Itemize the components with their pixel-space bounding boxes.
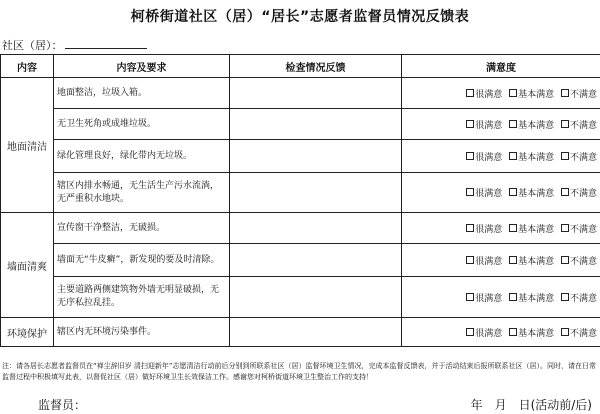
feedback-table — [0, 54, 600, 347]
requirement-cell: 地面整洁，垃圾入箱。 — [54, 78, 230, 109]
community-label: 社区（居）： — [2, 39, 63, 52]
check-cell[interactable] — [230, 318, 402, 347]
satisfaction-cell — [402, 109, 600, 140]
checkbox-icon[interactable] — [466, 188, 474, 196]
category-wall: 墙面清爽 — [1, 213, 54, 318]
header-satisfaction: 满意度 — [402, 55, 600, 78]
option-basic[interactable]: 基本满意 — [509, 254, 554, 267]
option-very[interactable]: 很满意 — [466, 222, 502, 235]
checkbox-icon[interactable] — [509, 89, 517, 97]
checkbox-icon[interactable] — [466, 120, 474, 128]
option-very[interactable]: 很满意 — [466, 118, 502, 131]
check-cell[interactable] — [230, 213, 402, 244]
check-cell[interactable] — [230, 173, 402, 213]
requirement-cell: 辖区内无环境污染事件。 — [54, 318, 230, 347]
option-not[interactable]: 不满意 — [561, 150, 597, 163]
option-basic[interactable]: 基本满意 — [509, 118, 554, 131]
check-cell[interactable] — [230, 277, 402, 318]
checkbox-icon[interactable] — [466, 256, 474, 264]
checkbox-icon[interactable] — [509, 328, 517, 336]
satisfaction-cell — [402, 173, 600, 213]
checkbox-icon[interactable] — [561, 89, 569, 97]
table-row — [1, 244, 600, 277]
category-env: 环境保护 — [1, 318, 54, 347]
option-basic[interactable]: 基本满意 — [509, 186, 554, 199]
check-cell[interactable] — [230, 140, 402, 173]
option-basic[interactable]: 基本满意 — [509, 150, 554, 163]
community-field — [2, 37, 147, 53]
requirement-cell: 主要道路两侧建筑物外墙无明显破损，无无序私拉乱挂。 — [54, 277, 230, 318]
satisfaction-cell — [402, 244, 600, 277]
option-very[interactable]: 很满意 — [466, 150, 502, 163]
satisfaction-cell — [402, 318, 600, 347]
satisfaction-cell — [402, 78, 600, 109]
table-row — [1, 173, 600, 213]
requirement-cell: 绿化管理良好，绿化带内无垃圾。 — [54, 140, 230, 173]
checkbox-icon[interactable] — [509, 152, 517, 160]
satisfaction-cell — [402, 140, 600, 173]
option-not[interactable]: 不满意 — [561, 186, 597, 199]
check-cell[interactable] — [230, 244, 402, 277]
requirement-cell: 无卫生死角或成堆垃圾。 — [54, 109, 230, 140]
table-row — [1, 78, 600, 109]
checkbox-icon[interactable] — [466, 293, 474, 301]
requirement-cell: 墙面无“牛皮癣”，新发现的要及时清除。 — [54, 244, 230, 277]
checkbox-icon[interactable] — [561, 256, 569, 264]
category-ground: 地面清洁 — [1, 78, 54, 213]
table-header-row — [1, 55, 600, 78]
option-very[interactable]: 很满意 — [466, 87, 502, 100]
option-not[interactable]: 不满意 — [561, 118, 597, 131]
checkbox-icon[interactable] — [561, 328, 569, 336]
supervisor-label: 监督员： — [38, 398, 87, 412]
check-cell[interactable] — [230, 78, 402, 109]
form-title: 柯桥街道社区（居）“居长”志愿者监督员情况反馈表 — [130, 9, 470, 25]
option-very[interactable]: 很满意 — [466, 326, 502, 339]
checkbox-icon[interactable] — [561, 224, 569, 232]
checkbox-icon[interactable] — [509, 293, 517, 301]
checkbox-icon[interactable] — [466, 152, 474, 160]
option-not[interactable]: 不满意 — [561, 291, 597, 304]
satisfaction-cell — [402, 213, 600, 244]
satisfaction-cell — [402, 277, 600, 318]
checkbox-icon[interactable] — [466, 224, 474, 232]
checkbox-icon[interactable] — [509, 256, 517, 264]
check-cell[interactable] — [230, 109, 402, 140]
checkbox-icon[interactable] — [561, 188, 569, 196]
form-note: 注：请各居长志愿者监督员在“禅尘辞旧岁 清扫迎新年”志愿清洁行动前后分别到所联系社区（居）监督环境卫生情况，完成本监督反馈表，并于活动结束后报所联系社区（居）。同时，请在日常监督过程中积极填写此表，以督促社区（居）做好环境卫生长效保洁工作。感谢您对柯桥街道环境卫生整治工作的支持！ — [2, 362, 596, 381]
community-blank[interactable] — [65, 38, 147, 49]
header-content: 内容 — [1, 55, 54, 78]
table-row — [1, 318, 600, 347]
table-row — [1, 213, 600, 244]
header-content-req: 内容及要求 — [54, 55, 230, 78]
requirement-cell: 辖区内排水畅通，无生活生产污水流淌，无严重积水地块。 — [54, 173, 230, 213]
table-row — [1, 277, 600, 318]
checkbox-icon[interactable] — [466, 89, 474, 97]
option-basic[interactable]: 基本满意 — [509, 222, 554, 235]
table-row — [1, 109, 600, 140]
option-very[interactable]: 很满意 — [466, 291, 502, 304]
date-label: 年 月 日(活动前/后) — [470, 398, 592, 412]
checkbox-icon[interactable] — [561, 152, 569, 160]
checkbox-icon[interactable] — [561, 293, 569, 301]
option-not[interactable]: 不满意 — [561, 87, 597, 100]
checkbox-icon[interactable] — [466, 328, 474, 336]
checkbox-icon[interactable] — [509, 188, 517, 196]
checkbox-icon[interactable] — [509, 224, 517, 232]
option-basic[interactable]: 基本满意 — [509, 291, 554, 304]
header-check: 检查情况反馈 — [230, 55, 402, 78]
option-not[interactable]: 不满意 — [561, 326, 597, 339]
checkbox-icon[interactable] — [509, 120, 517, 128]
requirement-cell: 宣传窗干净整洁，无破损。 — [54, 213, 230, 244]
option-very[interactable]: 很满意 — [466, 186, 502, 199]
option-not[interactable]: 不满意 — [561, 254, 597, 267]
checkbox-icon[interactable] — [561, 120, 569, 128]
option-basic[interactable]: 基本满意 — [509, 326, 554, 339]
option-basic[interactable]: 基本满意 — [509, 87, 554, 100]
option-not[interactable]: 不满意 — [561, 222, 597, 235]
table-row — [1, 140, 600, 173]
option-very[interactable]: 很满意 — [466, 254, 502, 267]
